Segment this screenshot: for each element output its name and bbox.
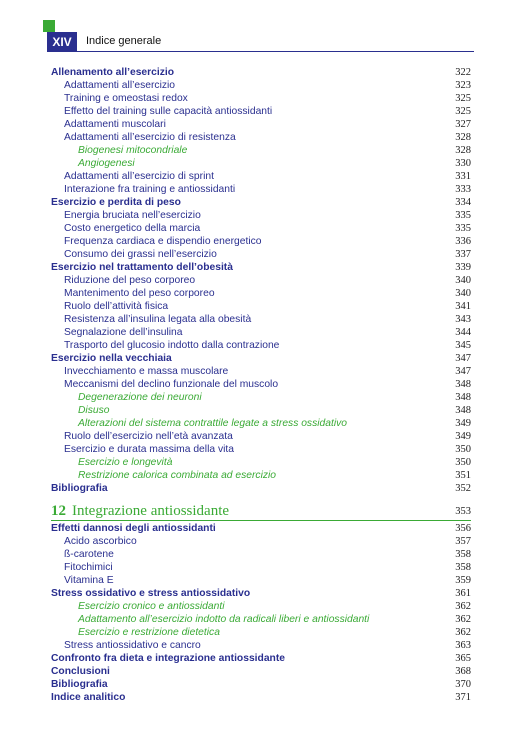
- toc-entry-page: 351: [455, 470, 471, 481]
- toc-subentry[interactable]: [0, 157, 527, 170]
- toc-section-entry[interactable]: [0, 261, 527, 274]
- toc-entry-page: 340: [455, 275, 471, 286]
- toc-entry-title: Esercizio e durata massima della vita: [64, 444, 234, 455]
- toc-entry-title: Confronto fra dieta e integrazione antiossidante: [51, 653, 285, 664]
- toc-entry-page: 348: [455, 392, 471, 403]
- toc-entry-title: Indice analitico: [51, 692, 126, 703]
- toc-entry-title: Biogenesi mitocondriale: [78, 145, 188, 156]
- toc-entry-title: Consumo dei grassi nell’esercizio: [64, 249, 217, 260]
- toc-section-entry[interactable]: [0, 352, 527, 365]
- toc-entry[interactable]: [0, 248, 527, 261]
- toc-subentry[interactable]: [0, 600, 527, 613]
- corner-square-decoration: [43, 20, 55, 32]
- toc-entry-page: 362: [455, 601, 471, 612]
- toc-entry-page: 328: [455, 145, 471, 156]
- toc-entry[interactable]: [0, 170, 527, 183]
- toc-entry-page: 337: [455, 249, 471, 260]
- toc-entry-title: Adattamento all’esercizio indotto da radicali liberi e antiossidanti: [78, 614, 370, 625]
- toc-section-entry[interactable]: [0, 652, 527, 665]
- toc-entry-page: 347: [455, 353, 471, 364]
- toc-entry-title: Riduzione del peso corporeo: [64, 275, 196, 286]
- toc-subentry[interactable]: [0, 391, 527, 404]
- toc-entry-title: Angiogenesi: [78, 158, 135, 169]
- table-of-contents: [0, 66, 527, 704]
- toc-entry-page: 348: [455, 379, 471, 390]
- toc-entry-title: Adattamenti all’esercizio: [64, 80, 176, 91]
- toc-entry-page: 358: [455, 562, 471, 573]
- toc-entry-page: 335: [455, 210, 471, 221]
- toc-section-11: [0, 66, 527, 495]
- toc-entry-page: 348: [455, 405, 471, 416]
- toc-entry-page: 330: [455, 158, 471, 169]
- toc-entry-page: 359: [455, 575, 471, 586]
- toc-entry-title: Esercizio e longevità: [78, 457, 173, 468]
- toc-entry-page: 368: [455, 666, 471, 677]
- toc-entry[interactable]: [0, 639, 527, 652]
- toc-entry-title: Esercizio nel trattamento dell’obesità: [51, 262, 233, 273]
- toc-subentry[interactable]: [0, 469, 527, 482]
- toc-entry-title: Vitamina E: [64, 575, 114, 586]
- toc-entry[interactable]: [0, 535, 527, 548]
- page-number-tab: XIV: [47, 32, 77, 52]
- toc-entry-page: 358: [455, 549, 471, 560]
- toc-entry-page: 328: [455, 132, 471, 143]
- toc-entry[interactable]: [0, 79, 527, 92]
- toc-subentry[interactable]: [0, 144, 527, 157]
- toc-entry-page: 331: [455, 171, 471, 182]
- toc-subentry[interactable]: [0, 417, 527, 430]
- toc-entry[interactable]: [0, 209, 527, 222]
- toc-entry-title: Ruolo dell’esercizio nell’età avanzata: [64, 431, 233, 442]
- toc-entry-title: ß-carotene: [64, 549, 114, 560]
- toc-entry-page: 349: [455, 418, 471, 429]
- toc-entry[interactable]: [0, 131, 527, 144]
- toc-entry-title: Adattamenti all’esercizio di resistenza: [64, 132, 236, 143]
- toc-entry-page: 327: [455, 119, 471, 130]
- toc-subentry[interactable]: [0, 626, 527, 639]
- toc-entry-page: 339: [455, 262, 471, 273]
- toc-entry-page: 352: [455, 483, 471, 494]
- toc-entry-title: Fitochimici: [64, 562, 113, 573]
- toc-section-entry[interactable]: [0, 66, 527, 79]
- toc-entry[interactable]: [0, 548, 527, 561]
- toc-section-entry[interactable]: [0, 482, 527, 495]
- toc-entry-title: Esercizio cronico e antiossidanti: [78, 601, 225, 612]
- chapter-title: Integrazione antiossidante: [72, 503, 230, 519]
- toc-entry-title: Training e omeostasi redox: [64, 93, 188, 104]
- toc-entry-title: Adattamenti muscolari: [64, 119, 166, 130]
- toc-subentry[interactable]: [0, 456, 527, 469]
- toc-entry-page: 362: [455, 627, 471, 638]
- toc-entry[interactable]: [0, 105, 527, 118]
- toc-entry-title: Stress ossidativo e stress antiossidativo: [51, 588, 251, 599]
- toc-entry-title: Esercizio e perdita di peso: [51, 197, 181, 208]
- toc-entry-title: Mantenimento del peso corporeo: [64, 288, 215, 299]
- toc-entry-page: 349: [455, 431, 471, 442]
- toc-entry[interactable]: [0, 92, 527, 105]
- toc-entry-page: 347: [455, 366, 471, 377]
- toc-entry-title: Energia bruciata nell’esercizio: [64, 210, 201, 221]
- toc-entry[interactable]: [0, 378, 527, 391]
- toc-entry-title: Effetti dannosi degli antiossidanti: [51, 523, 216, 534]
- toc-entry-page: 334: [455, 197, 471, 208]
- toc-entry-page: 370: [455, 679, 471, 690]
- toc-entry-page: 325: [455, 106, 471, 117]
- page-header: [0, 0, 527, 60]
- toc-entry-page: 341: [455, 301, 471, 312]
- toc-entry-title: Resistenza all’insulina legata alla obesità: [64, 314, 252, 325]
- toc-entry[interactable]: [0, 365, 527, 378]
- toc-entry-title: Allenamento all’esercizio: [51, 67, 175, 78]
- toc-entry-page: 336: [455, 236, 471, 247]
- toc-entry-page: 322: [455, 67, 471, 78]
- toc-entry-page: 371: [455, 692, 471, 703]
- toc-entry-title: Frequenza cardiaca e dispendio energetico: [64, 236, 262, 247]
- toc-entry-title: Esercizio nella vecchiaia: [51, 353, 172, 364]
- toc-entry-page: 325: [455, 93, 471, 104]
- toc-entry-page: 350: [455, 457, 471, 468]
- running-title: Indice generale: [86, 35, 162, 47]
- toc-entry-title: Bibliografia: [51, 483, 108, 494]
- toc-entry-page: 343: [455, 314, 471, 325]
- toc-entry-page: 340: [455, 288, 471, 299]
- toc-entry-page: 357: [455, 536, 471, 547]
- toc-entry[interactable]: [0, 326, 527, 339]
- chapter-rule: [51, 520, 471, 521]
- toc-entry-title: Ruolo dell’attività fisica: [64, 301, 169, 312]
- toc-entry-title: Acido ascorbico: [64, 536, 137, 547]
- toc-entry-title: Meccanismi del declino funzionale del muscolo: [64, 379, 279, 390]
- toc-entry-title: Bibliografia: [51, 679, 108, 690]
- toc-section-12: [0, 522, 527, 704]
- toc-entry-title: Effetto del training sulle capacità antiossidanti: [64, 106, 273, 117]
- toc-section-entry[interactable]: [0, 587, 527, 600]
- toc-entry-title: Costo energetico della marcia: [64, 223, 201, 234]
- toc-entry-title: Restrizione calorica combinata ad esercizio: [78, 470, 277, 481]
- toc-entry[interactable]: [0, 274, 527, 287]
- toc-entry-page: 362: [455, 614, 471, 625]
- toc-entry[interactable]: [0, 183, 527, 196]
- toc-entry[interactable]: [0, 574, 527, 587]
- toc-section-entry[interactable]: [0, 691, 527, 704]
- toc-entry[interactable]: [0, 222, 527, 235]
- toc-entry-title: Degenerazione dei neuroni: [78, 392, 202, 403]
- chapter-page: 353: [455, 506, 471, 517]
- toc-entry-page: 361: [455, 588, 471, 599]
- toc-entry-page: 323: [455, 80, 471, 91]
- toc-section-entry[interactable]: [0, 678, 527, 691]
- header-rule: [47, 51, 474, 52]
- toc-entry-title: Invecchiamento e massa muscolare: [64, 366, 229, 377]
- toc-entry-title: Conclusioni: [51, 666, 110, 677]
- toc-entry[interactable]: [0, 339, 527, 352]
- toc-entry-title: Segnalazione dell’insulina: [64, 327, 183, 338]
- toc-entry-page: 333: [455, 184, 471, 195]
- toc-subentry[interactable]: [0, 613, 527, 626]
- toc-entry-title: Esercizio e restrizione dietetica: [78, 627, 220, 638]
- toc-entry-page: 363: [455, 640, 471, 651]
- toc-subentry[interactable]: [0, 404, 527, 417]
- toc-entry-page: 365: [455, 653, 471, 664]
- toc-entry[interactable]: [0, 235, 527, 248]
- toc-entry-page: 356: [455, 523, 471, 534]
- toc-entry-title: Disuso: [78, 405, 110, 416]
- toc-entry-page: 350: [455, 444, 471, 455]
- toc-section-entry[interactable]: [0, 522, 527, 535]
- toc-entry[interactable]: [0, 561, 527, 574]
- toc-entry[interactable]: [0, 287, 527, 300]
- toc-entry[interactable]: [0, 443, 527, 456]
- chapter-heading[interactable]: [0, 502, 527, 520]
- toc-entry-page: 344: [455, 327, 471, 338]
- toc-entry-title: Interazione fra training e antiossidanti: [64, 184, 236, 195]
- toc-entry[interactable]: [0, 430, 527, 443]
- chapter-number: 12: [51, 503, 66, 519]
- toc-entry-page: 335: [455, 223, 471, 234]
- toc-section-entry[interactable]: [0, 196, 527, 209]
- toc-entry[interactable]: [0, 118, 527, 131]
- toc-entry[interactable]: [0, 300, 527, 313]
- toc-entry-title: Adattamenti all’esercizio di sprint: [64, 171, 214, 182]
- toc-section-entry[interactable]: [0, 665, 527, 678]
- toc-entry-title: Stress antiossidativo e cancro: [64, 640, 201, 651]
- toc-entry-title: Alterazioni del sistema contrattile legate a stress ossidativo: [78, 418, 347, 429]
- toc-entry[interactable]: [0, 313, 527, 326]
- toc-entry-title: Trasporto del glucosio indotto dalla contrazione: [64, 340, 280, 351]
- toc-entry-page: 345: [455, 340, 471, 351]
